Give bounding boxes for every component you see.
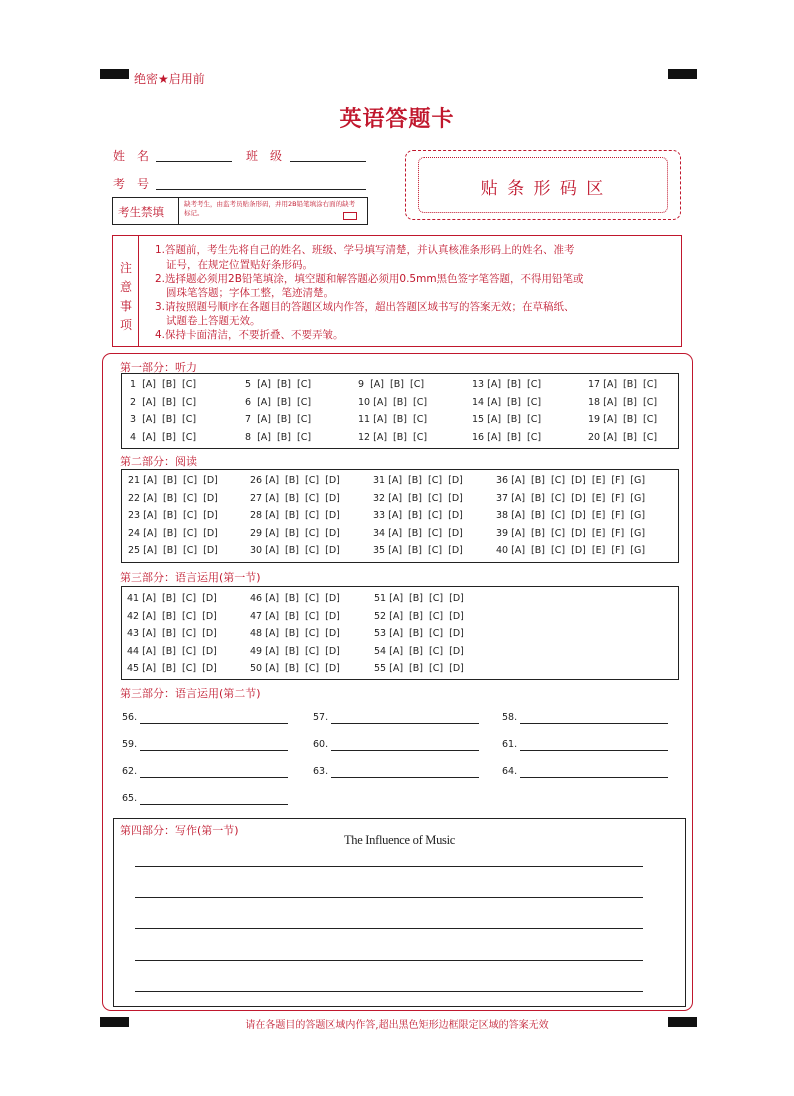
writing-line[interactable] (135, 897, 643, 898)
blank-answer-line[interactable] (140, 804, 288, 805)
answer-bubble-row[interactable]: 49 [A] [B] [C] [D] (250, 645, 340, 657)
answer-bubble-row[interactable]: 15 [A] [B] [C] (472, 414, 542, 426)
answer-bubble-row[interactable]: 43 [A] [B] [C] [D] (127, 628, 217, 640)
answer-bubble-row[interactable]: 33 [A] [B] [C] [D] (373, 510, 463, 522)
blank-answer-line[interactable] (140, 723, 288, 724)
answer-bubble-row[interactable]: 52 [A] [B] [C] [D] (374, 610, 464, 622)
answer-bubble-row[interactable]: 8 [A] [B] [C] (245, 431, 312, 443)
answer-bubble-row[interactable]: 31 [A] [B] [C] [D] (373, 475, 463, 486)
absent-label: 考生禁填 (118, 205, 164, 219)
answer-bubble-row[interactable]: 39 [A] [B] [C] [D] [E] [F] [G] (496, 527, 646, 539)
answer-bubble-row[interactable]: 34 [A] [B] [C] [D] (373, 527, 463, 539)
blank-label: 61. (502, 739, 518, 750)
note-line: 3.请按照题号顺序在各题目的答题区域内作答，超出答题区域书写的答案无效；在草稿纸、 (155, 301, 575, 313)
answer-bubble-row[interactable]: 36 [A] [B] [C] [D] [E] [F] [G] (496, 475, 646, 486)
answer-bubble-row[interactable]: 48 [A] [B] [C] [D] (250, 628, 340, 640)
answer-bubble-row[interactable]: 45 [A] [B] [C] [D] (127, 663, 217, 675)
note-line: 1.答题前，考生先将自己的姓名、班级、学号填写清楚，并认真核准条形码上的姓名、准考 (155, 244, 575, 256)
answer-bubble-row[interactable]: 12 [A] [B] [C] (358, 431, 428, 443)
answer-bubble-row[interactable]: 40 [A] [B] [C] [D] [E] [F] [G] (496, 545, 646, 557)
essay-title: The Influence of Music (343, 833, 456, 847)
blank-label: 56. (122, 712, 138, 723)
blank-answer-line[interactable] (520, 750, 668, 751)
answer-bubble-row[interactable]: 13 [A] [B] [C] (472, 379, 542, 390)
writing-line[interactable] (135, 960, 643, 961)
answer-bubble-row[interactable]: 51 [A] [B] [C] [D] (374, 593, 464, 604)
blank-label: 59. (122, 739, 138, 750)
answer-bubble-row[interactable]: 11 [A] [B] [C] (358, 414, 428, 426)
secret-label: 绝密★启用前 (134, 72, 205, 86)
page-title: 英语答题卡 (339, 107, 455, 132)
answer-bubble-row[interactable]: 27 [A] [B] [C] [D] (250, 492, 340, 504)
name-label: 姓 名 (113, 149, 150, 163)
blank-label: 65. (122, 793, 138, 804)
notes-title: 注 意 事 项 (119, 261, 132, 332)
answer-bubble-row[interactable]: 19 [A] [B] [C] (588, 414, 658, 426)
absent-divider (178, 198, 179, 224)
writing-line[interactable] (135, 866, 643, 867)
blank-label: 60. (313, 739, 329, 750)
answer-bubble-row[interactable]: 26 [A] [B] [C] [D] (250, 475, 340, 486)
note-line: 2.选择题必须用2B铅笔填涂，填空题和解答题必须用0.5mm黑色签字笔答题，不得用铅笔或 (155, 273, 584, 285)
answer-bubble-row[interactable]: 1 [A] [B] [C] (130, 379, 197, 390)
blank-answer-line[interactable] (520, 777, 668, 778)
barcode-label: 贴 条 形 码 区 (480, 179, 606, 199)
answer-bubble-row[interactable]: 21 [A] [B] [C] [D] (128, 475, 218, 486)
answer-bubble-row[interactable]: 18 [A] [B] [C] (588, 396, 658, 408)
answer-bubble-row[interactable]: 17 [A] [B] [C] (588, 379, 658, 390)
answer-bubble-row[interactable]: 10 [A] [B] [C] (358, 396, 428, 408)
answer-bubble-row[interactable]: 16 [A] [B] [C] (472, 431, 542, 443)
answer-bubble-row[interactable]: 37 [A] [B] [C] [D] [E] [F] [G] (496, 492, 646, 504)
timing-mark-top-left (100, 69, 129, 79)
answer-bubble-row[interactable]: 42 [A] [B] [C] [D] (127, 610, 217, 622)
answer-bubble-row[interactable]: 23 [A] [B] [C] [D] (128, 510, 218, 522)
answer-bubble-row[interactable]: 22 [A] [B] [C] [D] (128, 492, 218, 504)
writing-line[interactable] (135, 928, 643, 929)
blank-answer-line[interactable] (331, 777, 479, 778)
note-line: 圆珠笔答题；字体工整，笔迹清楚。 (166, 287, 334, 299)
note-line: 试题卷上答题无效。 (166, 315, 261, 327)
part3a-title: 第三部分：语言运用(第一节) (120, 571, 261, 584)
answer-bubble-row[interactable]: 30 [A] [B] [C] [D] (250, 545, 340, 557)
blank-label: 62. (122, 766, 138, 777)
blank-label: 57. (313, 712, 329, 723)
answer-bubble-row[interactable]: 41 [A] [B] [C] [D] (127, 593, 217, 604)
name-field[interactable] (156, 161, 232, 162)
blank-answer-line[interactable] (520, 723, 668, 724)
answer-bubble-row[interactable]: 24 [A] [B] [C] [D] (128, 527, 218, 539)
note-line: 证号，在规定位置贴好条形码。 (166, 259, 313, 271)
blank-label: 64. (502, 766, 518, 777)
absent-mark-box[interactable] (343, 212, 357, 220)
answer-bubble-row[interactable]: 2 [A] [B] [C] (130, 396, 197, 408)
blank-answer-line[interactable] (140, 777, 288, 778)
part2-title: 第二部分：阅读 (120, 455, 197, 468)
answer-bubble-row[interactable]: 20 [A] [B] [C] (588, 431, 658, 443)
answer-bubble-row[interactable]: 5 [A] [B] [C] (245, 379, 312, 390)
notes-divider (138, 236, 139, 346)
blank-answer-line[interactable] (331, 750, 479, 751)
id-field[interactable] (156, 189, 366, 190)
answer-bubble-row[interactable]: 47 [A] [B] [C] [D] (250, 610, 340, 622)
answer-bubble-row[interactable]: 28 [A] [B] [C] [D] (250, 510, 340, 522)
id-label: 考 号 (113, 177, 150, 191)
writing-line[interactable] (135, 991, 643, 992)
blank-answer-line[interactable] (140, 750, 288, 751)
answer-bubble-row[interactable]: 32 [A] [B] [C] [D] (373, 492, 463, 504)
answer-bubble-row[interactable]: 35 [A] [B] [C] [D] (373, 545, 463, 557)
part1-title: 第一部分：听力 (120, 361, 197, 374)
absent-note: 缺考考生，由监考员贴条形码，并用2B铅笔填涂右面的缺考标记。 (184, 200, 356, 217)
blank-label: 63. (313, 766, 329, 777)
answer-bubble-row[interactable]: 38 [A] [B] [C] [D] [E] [F] [G] (496, 510, 646, 522)
answer-bubble-row[interactable]: 55 [A] [B] [C] [D] (374, 663, 464, 675)
blank-label: 58. (502, 712, 518, 723)
note-line: 4.保持卡面清洁，不要折叠、不要弄皱。 (155, 329, 344, 341)
timing-mark-top-right (668, 69, 697, 79)
class-label: 班 级 (246, 149, 283, 163)
answer-bubble-row[interactable]: 44 [A] [B] [C] [D] (127, 645, 217, 657)
answer-bubble-row[interactable]: 46 [A] [B] [C] [D] (250, 593, 340, 604)
answer-bubble-row[interactable]: 50 [A] [B] [C] [D] (250, 663, 340, 675)
part4-title: 第四部分：写作(第一节) (120, 824, 239, 837)
answer-bubble-row[interactable]: 6 [A] [B] [C] (245, 396, 312, 408)
answer-bubble-row[interactable]: 14 [A] [B] [C] (472, 396, 542, 408)
answer-bubble-row[interactable]: 53 [A] [B] [C] [D] (374, 628, 464, 640)
answer-bubble-row[interactable]: 25 [A] [B] [C] [D] (128, 545, 218, 557)
footer-note: 请在各题目的答题区域内作答,超出黑色矩形边框限定区域的答案无效 (245, 1020, 549, 1031)
answer-bubble-row[interactable]: 7 [A] [B] [C] (245, 414, 312, 426)
blank-answer-line[interactable] (331, 723, 479, 724)
answer-bubble-row[interactable]: 54 [A] [B] [C] [D] (374, 645, 464, 657)
answer-bubble-row[interactable]: 4 [A] [B] [C] (130, 431, 197, 443)
part3b-title: 第三部分：语言运用(第二节) (120, 687, 261, 700)
class-field[interactable] (290, 161, 366, 162)
answer-bubble-row[interactable]: 3 [A] [B] [C] (130, 414, 197, 426)
answer-bubble-row[interactable]: 29 [A] [B] [C] [D] (250, 527, 340, 539)
answer-bubble-row[interactable]: 9 [A] [B] [C] (358, 379, 425, 390)
